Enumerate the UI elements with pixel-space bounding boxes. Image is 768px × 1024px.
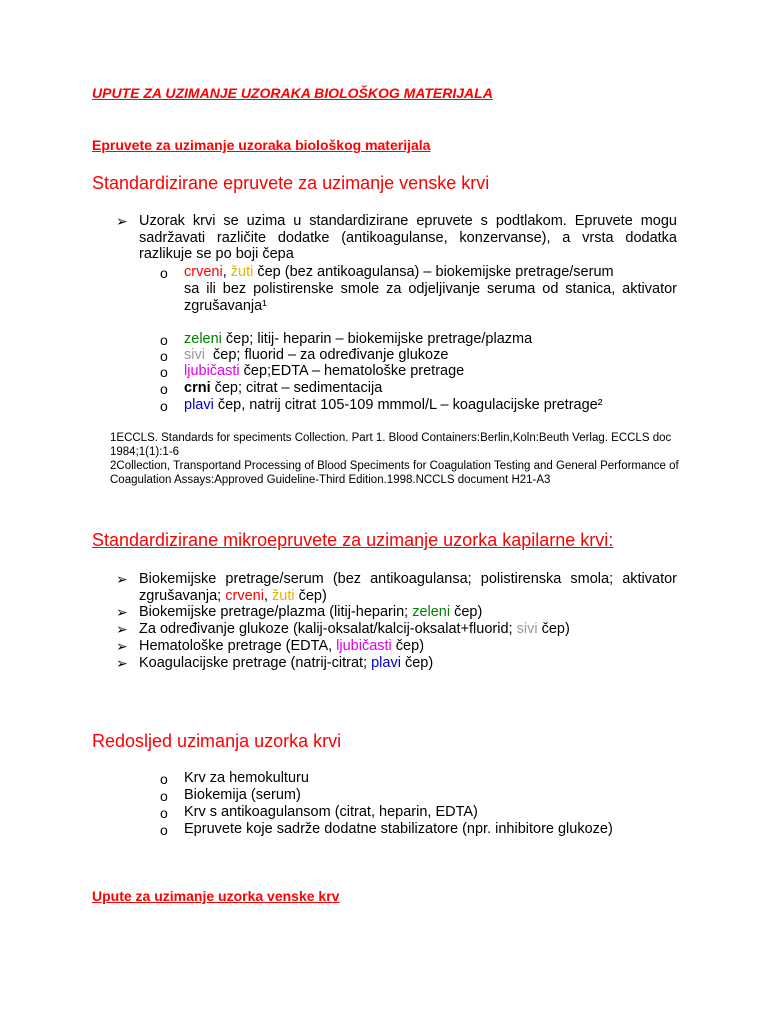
color-grey-label: sivi	[516, 621, 538, 637]
micro-item-glucose: Za određivanje glukoze (kalij-oksalat/kalcij-oksalat+fluorid; sivi čep)	[139, 621, 570, 637]
color-red-label: crveni	[184, 264, 223, 280]
color-red-label: crveni	[225, 587, 264, 604]
arrow-bullet-icon: ➢	[116, 655, 128, 671]
arrow-bullet-icon: ➢	[116, 571, 128, 587]
section1-intro: Uzorak krvi se uzima u standardizirane epruvete s podtlakom. Epruvete mogu sadržavati različite dodatke (antikoagulanse, konzervanse), a vrsta dodatka razlikuje se po boji čepa	[139, 213, 677, 262]
list-item-black: crni čep; citrat – sedimentacija	[184, 380, 383, 396]
arrow-bullet-icon: ➢	[116, 621, 128, 637]
list-item-purple: ljubičasti čep;EDTA – hematološke pretrage	[184, 363, 465, 379]
circle-bullet-icon: o	[160, 265, 168, 281]
list-item-grey: sivi čep; fluorid – za određivanje glukoze	[184, 347, 449, 363]
color-green-label: zeleni	[412, 604, 451, 620]
circle-bullet-icon: o	[160, 348, 168, 364]
reference-2: 2Collection, Transportand Processing of Blood Speciments for Coagulation Testing and General Performance of Coagulation Assays:Approved Guideline-Third Edition.1998.NCCLS document H21-A3	[110, 460, 679, 487]
color-grey-label: sivi	[184, 347, 205, 363]
micro-item-coagulation: Koagulacijske pretrage (natrij-citrat; plavi čep)	[139, 655, 434, 671]
circle-bullet-icon: o	[160, 398, 168, 414]
micro-item-serum: Biokemijske pretrage/serum (bez antikoagulansa; polistirenska smola; aktivator zgrušavanja; crveni, žuti čep)	[139, 571, 677, 604]
document-subtitle: Epruvete za uzimanje uzoraka biološkog materijala	[92, 137, 431, 153]
color-blue-label: plavi	[184, 397, 214, 413]
list-item-red-yellow: crveni, žuti čep (bez antikoagulansa) – biokemijske pretrage/serum	[184, 264, 614, 280]
section2-heading: Standardizirane mikroepruvete za uzimanje uzorka kapilarne krvi:	[92, 530, 614, 550]
order-item: Krv za hemokulturu	[184, 770, 309, 786]
order-item: Biokemija (serum)	[184, 787, 301, 803]
arrow-bullet-icon: ➢	[116, 604, 128, 620]
circle-bullet-icon: o	[160, 381, 168, 397]
color-yellow-label: žuti	[230, 264, 254, 280]
arrow-bullet-icon: ➢	[116, 213, 128, 229]
color-yellow-label: žuti	[272, 587, 295, 604]
order-item: Epruvete koje sadrže dodatne stabilizatore (npr. inhibitore glukoze)	[184, 821, 613, 837]
circle-bullet-icon: o	[160, 771, 168, 787]
section1-heading: Standardizirane epruvete za uzimanje venske krvi	[92, 173, 490, 193]
document-title: UPUTE ZA UZIMANJE UZORAKA BIOLOŠKOG MATERIJALA	[92, 85, 493, 101]
color-green-label: zeleni	[184, 331, 222, 347]
circle-bullet-icon: o	[160, 788, 168, 804]
list-item-green: zeleni čep; litij- heparin – biokemijske pretrage/plazma	[184, 331, 533, 347]
micro-item-hematology: Hematološke pretrage (EDTA, ljubičasti čep)	[139, 638, 425, 654]
circle-bullet-icon: o	[160, 364, 168, 380]
list-item-red-yellow-continuation: sa ili bez polistirenske smole za odjeljivanje seruma od stanica, aktivator zgrušavanja¹	[184, 281, 677, 314]
arrow-bullet-icon: ➢	[116, 638, 128, 654]
color-blue-label: plavi	[371, 655, 401, 671]
order-item: Krv s antikoagulansom (citrat, heparin, EDTA)	[184, 804, 478, 820]
circle-bullet-icon: o	[160, 805, 168, 821]
section3-heading: Redosljed uzimanja uzorka krvi	[92, 731, 342, 751]
color-black-label: crni	[184, 380, 211, 396]
reference-1: 1ECCLS. Standards for speciments Collection. Part 1. Blood Containers:Berlin,Koln:Beuth Verlag. ECCLS doc 1984;1(1):1-6	[110, 432, 672, 459]
color-purple-label: ljubičasti	[336, 638, 392, 654]
list-item-blue: plavi čep, natrij citrat 105-109 mmmol/L – koagulacijske pretrage²	[184, 397, 603, 413]
micro-item-plasma: Biokemijske pretrage/plazma (litij-heparin; zeleni čep)	[139, 604, 483, 620]
footer-heading: Upute za uzimanje uzorka venske krv	[92, 888, 340, 904]
circle-bullet-icon: o	[160, 332, 168, 348]
circle-bullet-icon: o	[160, 822, 168, 838]
color-purple-label: ljubičasti	[184, 363, 240, 379]
